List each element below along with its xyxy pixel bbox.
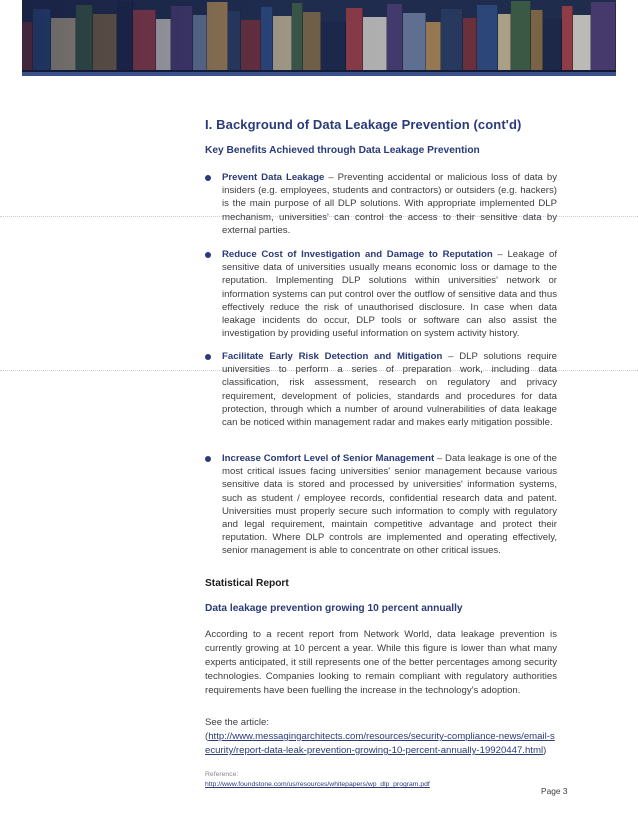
- reference-link[interactable]: http://www.foundstone.com/us/resources/whitepapers/wp_dlp_program.pdf: [205, 781, 430, 788]
- bullet-senior-management: [205, 452, 557, 558]
- statistical-report-heading: Statistical Report: [205, 578, 289, 589]
- report-paragraph: According to a recent report from Network World, data leakage prevention is currently growing at 10 percent a year. While this figure is lower than what many experts anticipated, it still represents one of the better percentages among security technologies. Companies looking to remain compliant with regulatory authorities requirements have been fuelling the increase in the technology's adoption.: [205, 629, 557, 696]
- article-paren-close: ): [543, 745, 547, 756]
- bullet-reduce-cost: [205, 248, 557, 340]
- bullet-dot-icon: [205, 252, 211, 258]
- page-number: Page 3: [541, 786, 568, 796]
- reference-label: Reference:: [205, 771, 239, 778]
- growth-heading: Data leakage prevention growing 10 percent annually: [205, 603, 463, 614]
- bullet-text: [222, 171, 557, 237]
- bullet-dot-icon: [205, 175, 211, 181]
- bullet-text: [222, 350, 557, 429]
- bullet-body: – Data leakage is one of the most critical issues facing universities' senior management because various sensitive data is stored and processed by universities' information systems, such as student / employee records, confidential research data and patent. Universities must properly secure such information to comply with regulatory and legal requirement, maintain competitive advantage and protect their reputation. Where DLP controls are implemented and operating effectively, senior management is able to concentrate on other critical issues.: [222, 453, 557, 557]
- key-benefits-heading: Key Benefits Achieved through Data Leakage Prevention: [205, 145, 480, 156]
- bullet-dot-icon: [205, 456, 211, 462]
- bullet-prevent-data-leakage: [205, 171, 557, 237]
- bullet-lead: Increase Comfort Level of Senior Management: [222, 453, 435, 464]
- bookshelf-banner: [22, 0, 616, 76]
- bullet-dot-icon: [205, 354, 211, 360]
- see-article-label: See the article:: [205, 717, 269, 728]
- bullet-text: [222, 248, 557, 340]
- bullet-early-risk-detection: [205, 350, 557, 429]
- section-title: I. Background of Data Leakage Prevention (cont'd): [205, 117, 522, 132]
- bullet-lead: Facilitate Early Risk Detection and Mitigation: [222, 351, 443, 362]
- banner-band: [22, 72, 616, 76]
- article-link[interactable]: http://www.messagingarchitects.com/resources/security-compliance-news/email-security/report-data-leak-prevention-growing-10-percent-annually-19920447.html: [205, 731, 555, 756]
- bullet-body: – Leakage of sensitive data of universities usually means economic loss or damage to the reputation. Implementing DLP solutions within universities' network or information systems can put control over the outflow of sensitive data and thus effectively reduce the risk of unauthorised disclosure. In case when data leakage incidents do occur, DLP tools or software can also assist the investigation by providing useful information on system activity history.: [222, 249, 557, 340]
- article-paren-open: (: [205, 731, 209, 742]
- banner-overlay: [22, 0, 616, 76]
- bullet-body: – Preventing accidental or malicious loss of data by insiders (e.g. employees, students and contractors) or outsiders (e.g. hackers) is the main purpose of all DLP solutions. With appropriate implemented DLP mechanism, universities' can control the access to their sensitive data by external parties.: [222, 172, 557, 236]
- bullet-body: – DLP solutions require universities to perform a series of preparation work, including data classification, risk assessment, research on regulatory and privacy requirement, development of policies, standards and procedures for data protection, through which a number of around vulnerabilities of data leakage can be noticed within management radar and makes early mitigation possible.: [222, 351, 557, 429]
- bullet-lead: Prevent Data Leakage: [222, 172, 325, 183]
- bullet-text: [222, 452, 557, 558]
- article-block: [205, 716, 557, 758]
- bullet-lead: Reduce Cost of Investigation and Damage to Reputation: [222, 249, 493, 260]
